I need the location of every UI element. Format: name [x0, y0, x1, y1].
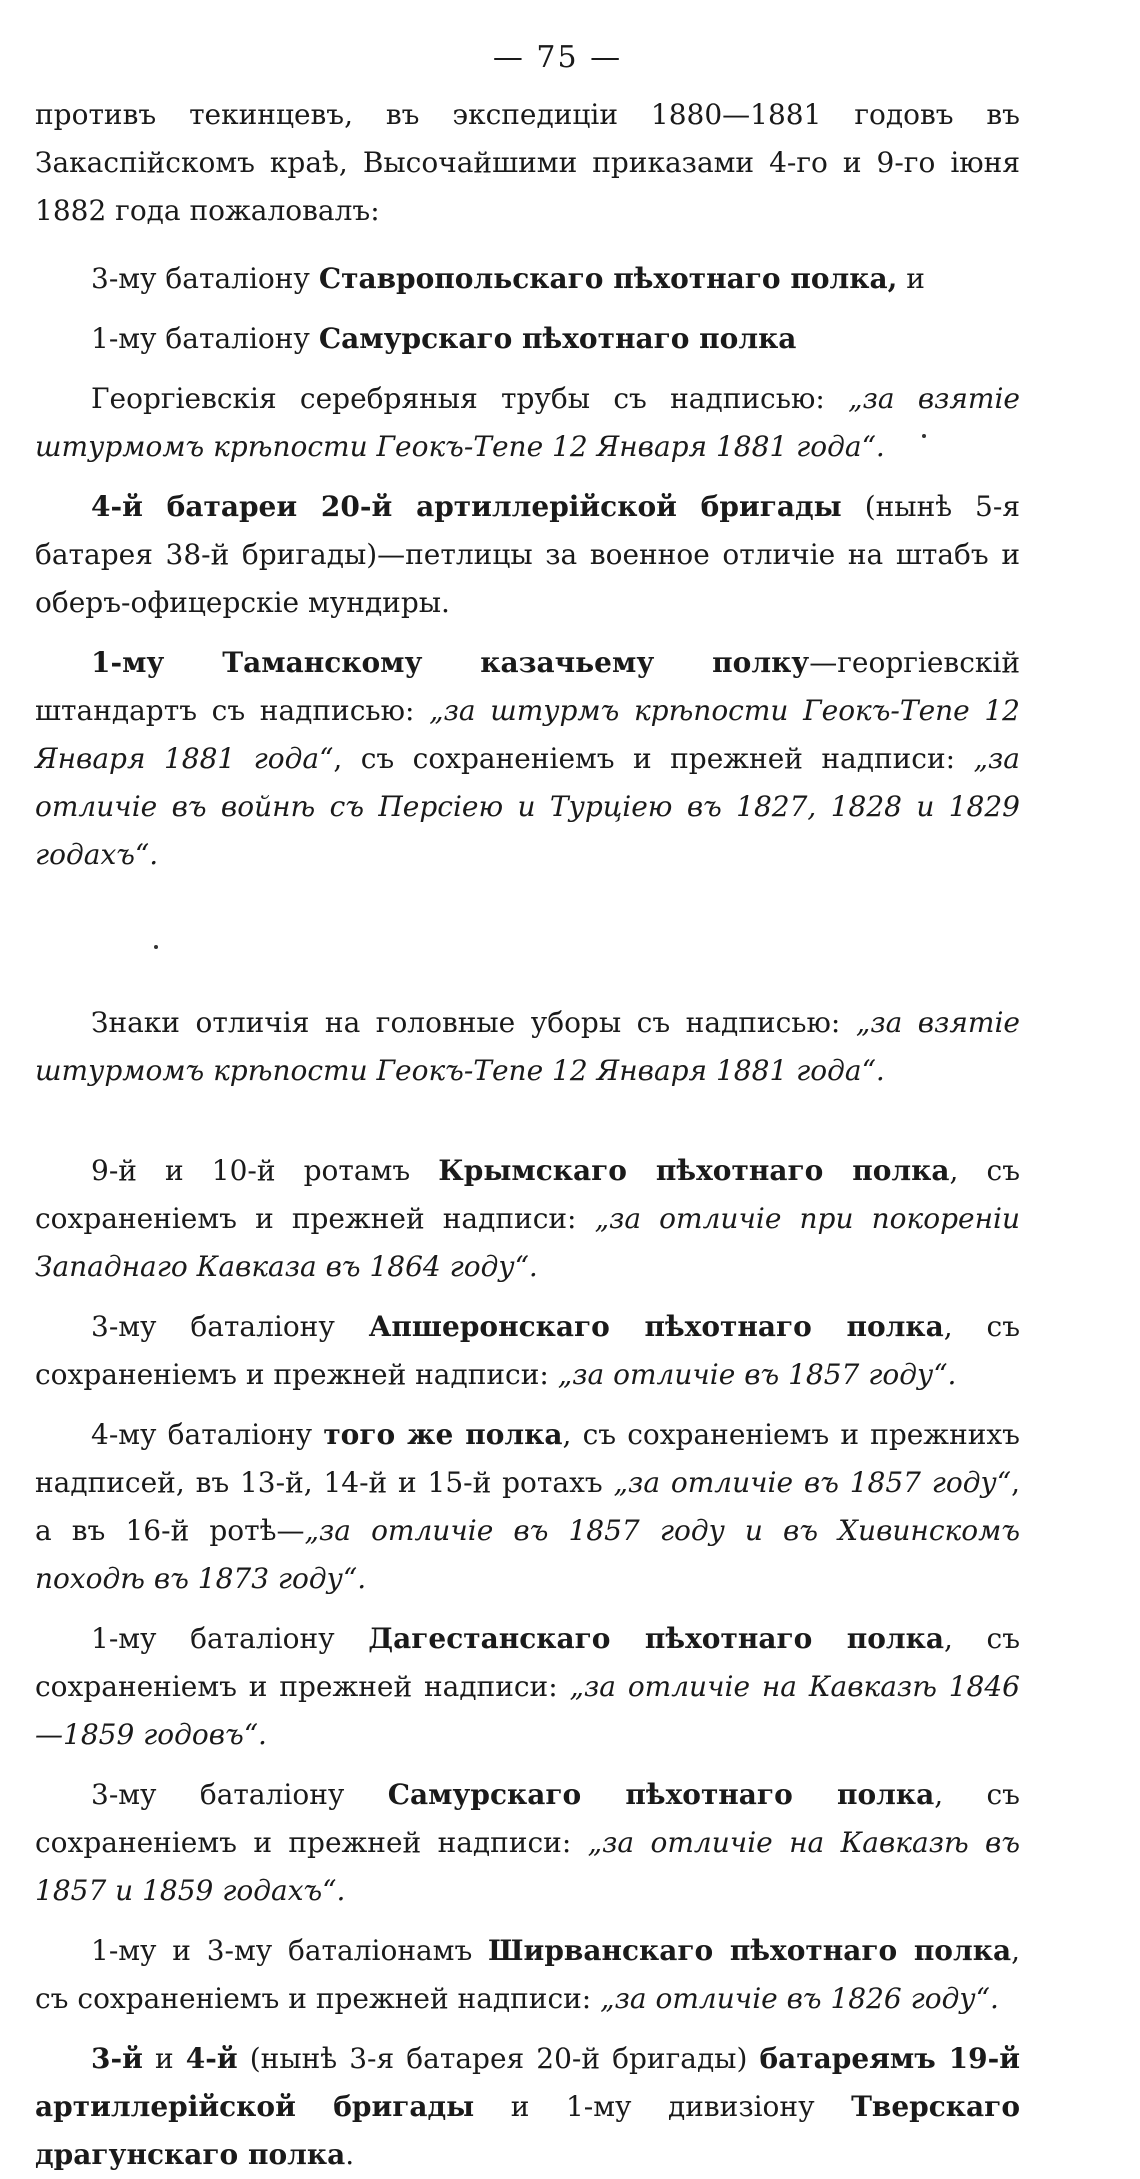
text-bold: 3-й: [91, 2042, 143, 2075]
text-normal: и 1-му дивизіону: [474, 2090, 852, 2123]
paragraph-taman: [35, 639, 1020, 879]
text-bold: Апшеронскаго пѣхотнаго полка: [368, 1310, 944, 1343]
text-bold: батареямъ 19-й артиллерійской бригады: [35, 2042, 1020, 2123]
print-speck: [154, 945, 158, 949]
text-italic: „за отличіе на Кавказѣ 1846—1859 годовъ“.: [35, 1670, 1020, 1751]
text-bold: Самурскаго пѣхотнаго полка: [318, 322, 797, 355]
paragraph-trumpets: [35, 375, 1020, 471]
text-bold: Ставропольскаго пѣхотнаго полка,: [318, 262, 898, 295]
paragraph-headwear-signs: [35, 999, 1020, 1095]
paragraph-apsheron: [35, 1303, 1020, 1399]
paragraph-batteries-19: [35, 2035, 1020, 2179]
text-bold: того же полка: [323, 1418, 563, 1451]
text-normal: , съ сохраненіемъ и прежней надписи:: [35, 1934, 1020, 2015]
text-italic: „за отличіе въ 1826 году“.: [600, 1982, 999, 2015]
paragraph-battery-20: [35, 483, 1020, 627]
text-italic: „за отличіе при покореніи Западнаго Кавказа въ 1864 году“.: [35, 1202, 1020, 1283]
text-normal: Георгіевскія серебряныя трубы съ надписью:: [91, 382, 849, 415]
text-normal: и: [897, 262, 925, 295]
page-number: — 75 —: [492, 40, 623, 75]
text-normal: , съ сохраненіемъ и прежней надписи:: [333, 742, 974, 775]
paragraph-intro: [35, 91, 1020, 235]
text-normal: (нынѣ 5-я батарея 38-й бригады)—петлицы за военное отличіе на штабъ и оберъ-офицерскіе мундиры.: [35, 490, 1020, 619]
text-bold: Тверскаго драгунскаго полка: [35, 2090, 1020, 2171]
text-normal: .: [345, 2138, 355, 2171]
paragraph-samur-2: [35, 1771, 1020, 1915]
text-normal: , съ сохраненіемъ и прежней надписи:: [35, 1778, 1020, 1859]
text-normal: , а въ 16-й ротѣ—: [35, 1466, 1020, 1547]
text-normal: , съ сохраненіемъ и прежнихъ надписей, въ 13-й, 14-й и 15-й ротахъ: [35, 1418, 1020, 1499]
text-normal: , съ сохраненіемъ и прежней надписи:: [35, 1622, 1021, 1703]
text-italic: „за отличіе въ 1857 году“: [613, 1466, 1012, 1499]
paragraph-intro-text: противъ текинцевъ, въ экспедиціи 1880—1881 годовъ въ Закаспійскомъ краѣ, Высочайшими приказами 4-го и 9-го іюня 1882 года пожаловалъ:: [35, 98, 1020, 227]
text-italic: „за взятіе штурмомъ крѣпости Геокъ-Тепе 12 Января 1881 года“.: [35, 1006, 1020, 1087]
text-italic: „за отличіе на Кавказѣ въ 1857 и 1859 годахъ“.: [35, 1826, 1021, 1907]
text-normal: 1-му и 3-му баталіонамъ: [91, 1934, 489, 1967]
text-italic: „за штурмъ крѣпости Геокъ-Тепе 12 Января 1881 года“: [35, 694, 1020, 775]
paragraph-same-regiment: [35, 1411, 1020, 1603]
text-normal: 9-й и 10-й ротамъ: [91, 1154, 439, 1187]
text-normal: 1-му баталіону: [91, 1622, 369, 1655]
text-bold: Ширванскаго пѣхотнаго полка: [488, 1934, 1012, 1967]
print-speck: [922, 434, 926, 438]
text-normal: —георгіевскій штандартъ съ надписью:: [35, 646, 1020, 727]
paragraph-samur-1: [35, 315, 1020, 363]
text-normal: 3-му баталіону: [91, 262, 319, 295]
text-normal: , съ сохраненіемъ и прежней надписи:: [35, 1310, 1021, 1391]
text-normal: , съ сохраненіемъ и прежней надписи:: [35, 1154, 1021, 1235]
paragraph-shirvan: [35, 1927, 1020, 2023]
text-normal: и: [142, 2042, 186, 2075]
text-normal: Знаки отличія на головные уборы съ надписью:: [91, 1006, 856, 1039]
text-bold: Дагестанскаго пѣхотнаго полка: [368, 1622, 945, 1655]
text-normal: 4-му баталіону: [91, 1418, 324, 1451]
text-italic: „за отличіе въ 1857 году и въ Хивинскомъ походѣ въ 1873 году“.: [35, 1514, 1020, 1595]
paragraph-stavropol: [35, 255, 1020, 303]
text-normal: 3-му баталіону: [91, 1778, 388, 1811]
text-bold: 1-му Таманскому казачьему полку: [91, 646, 810, 679]
text-italic: „за взятіе штурмомъ крѣпости Геокъ-Тепе 12 Января 1881 года“.: [35, 382, 1020, 463]
paragraph-crimean: [35, 1147, 1020, 1291]
text-italic: „за отличіе въ 1857 году“.: [557, 1358, 957, 1391]
text-normal: (нынѣ 3-я батарея 20-й бригады): [237, 2042, 760, 2075]
text-bold: Крымскаго пѣхотнаго полка: [438, 1154, 950, 1187]
text-normal: 1-му баталіону: [91, 322, 319, 355]
text-bold: 4-й: [185, 2042, 238, 2075]
paragraph-dagestan: [35, 1615, 1020, 1759]
text-italic: „за отличіе въ войнѣ съ Персіею и Турціею въ 1827, 1828 и 1829 годахъ“.: [35, 742, 1020, 871]
text-bold: Самурскаго пѣхотнаго полка: [387, 1778, 935, 1811]
text-normal: 3-му баталіону: [91, 1310, 369, 1343]
text-bold: 4-й батареи 20-й артиллерійской бригады: [91, 490, 842, 523]
